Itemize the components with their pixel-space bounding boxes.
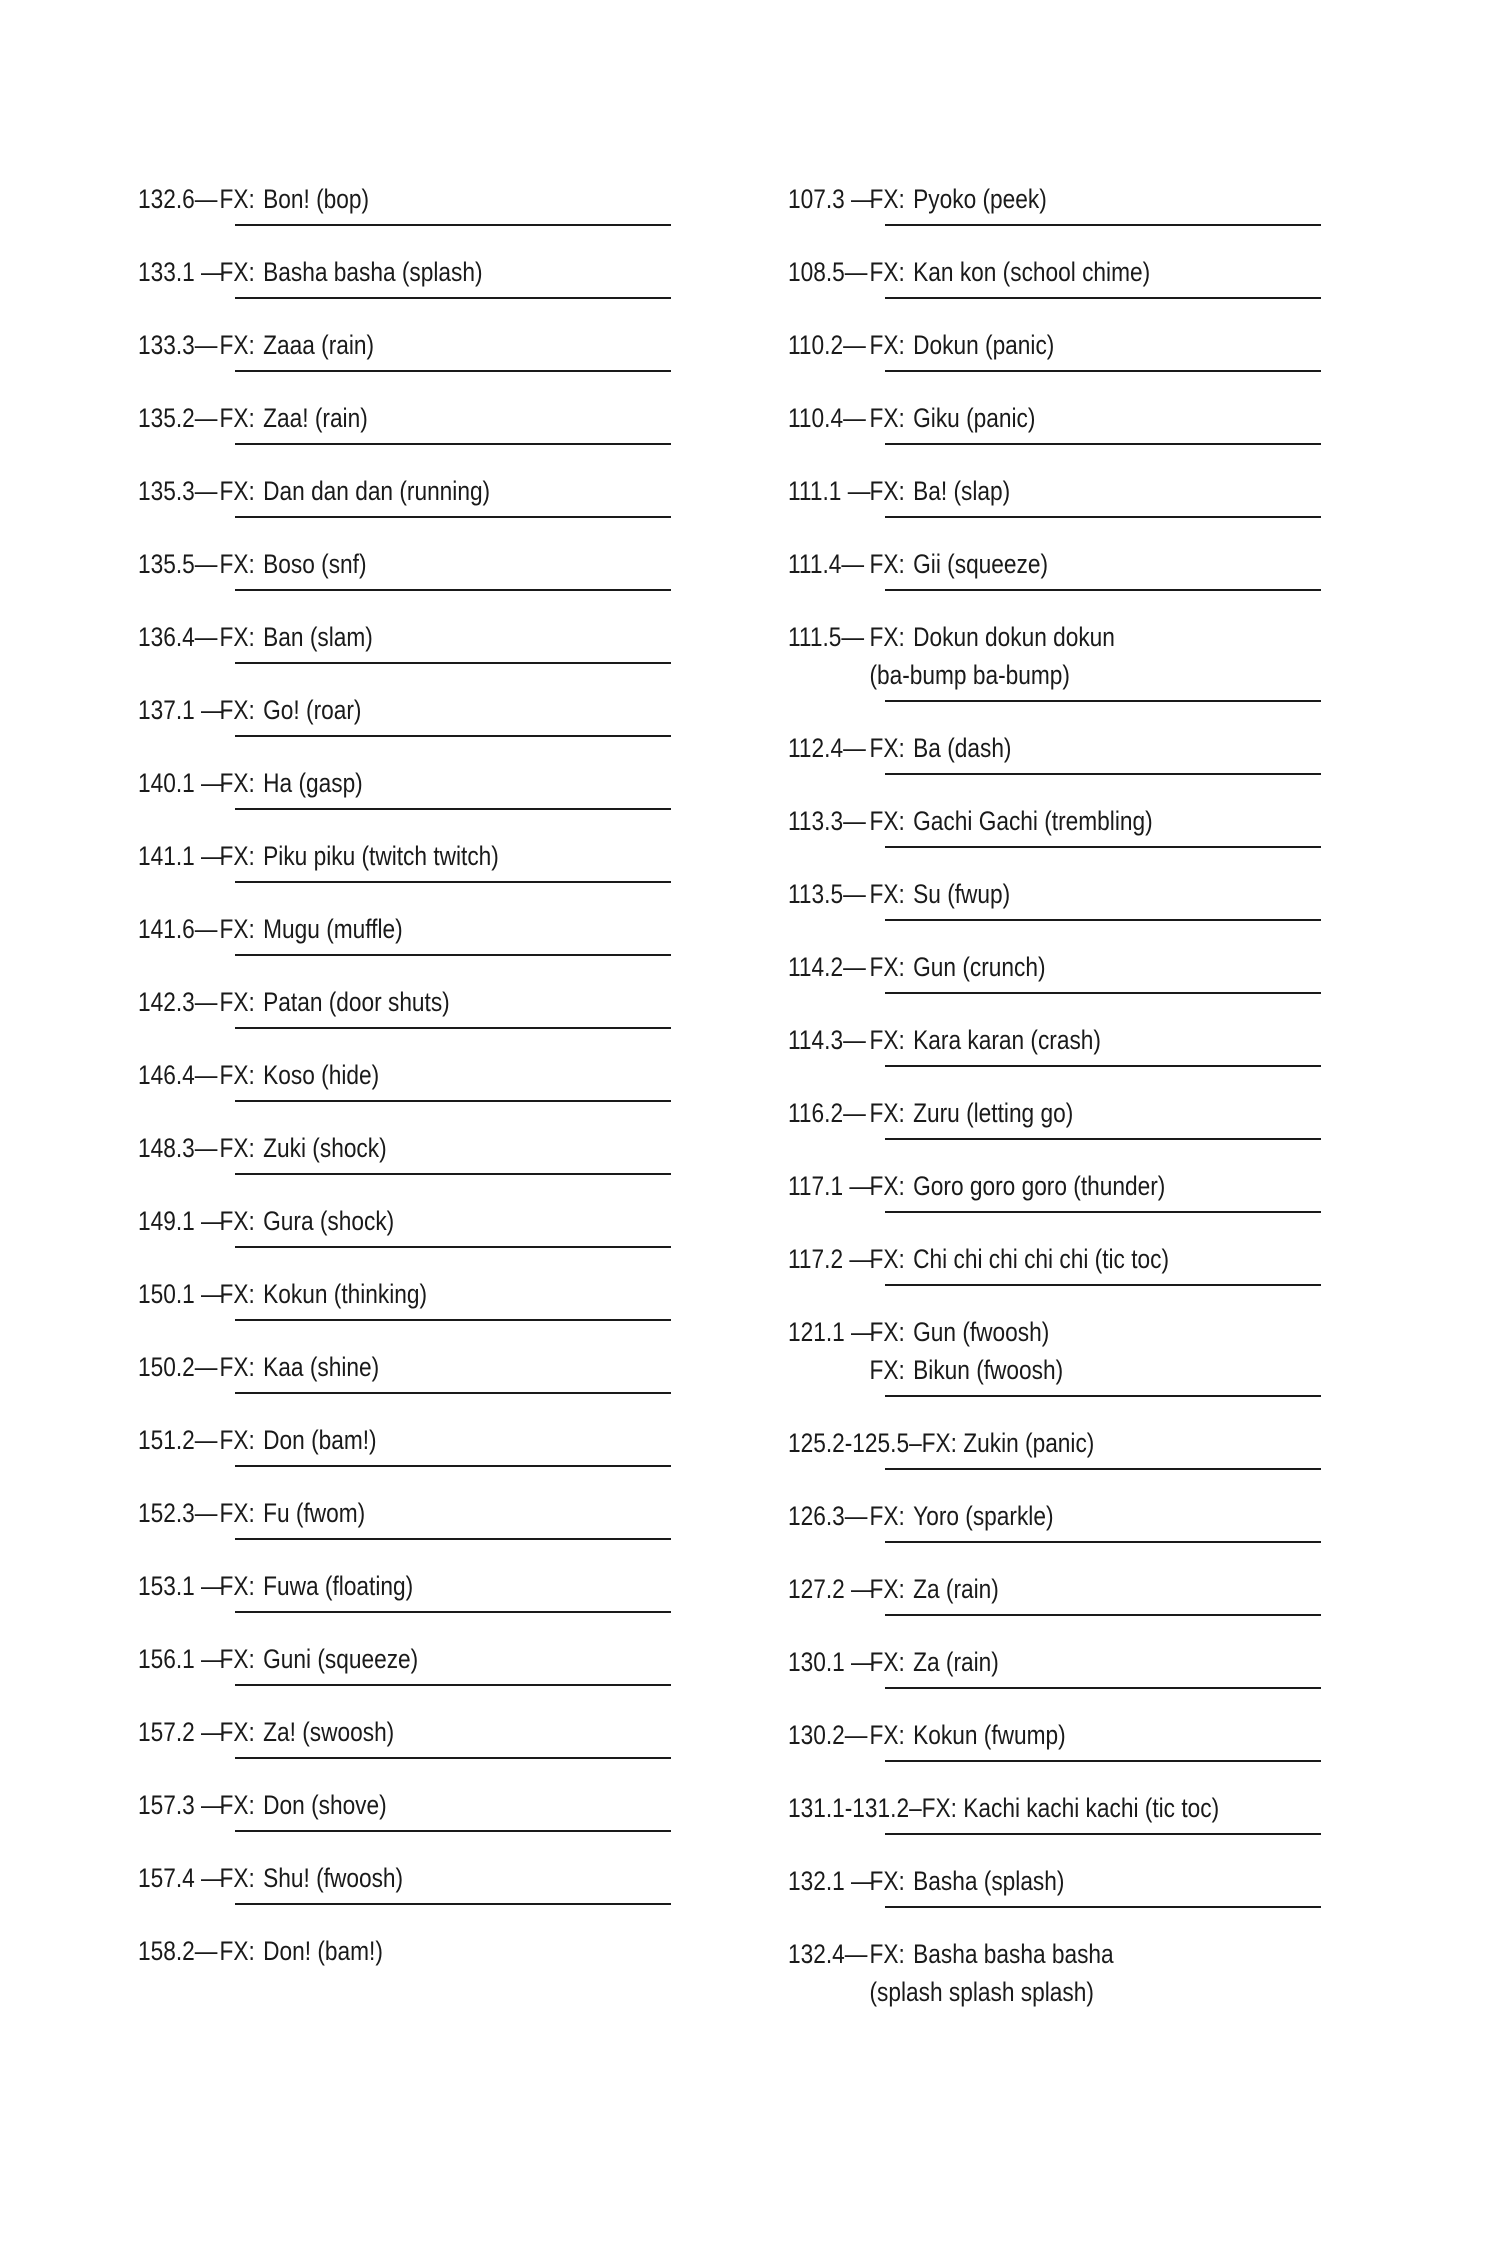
entry-text: Kokun (thinking)	[263, 1279, 428, 1309]
entry-ref: 157.2 —	[138, 1717, 224, 1747]
entry-label: FX:	[219, 1498, 255, 1528]
entry-text: Gun (crunch)	[913, 952, 1046, 982]
entry-text: Zaaa (rain)	[263, 330, 375, 360]
entry-underline	[235, 1903, 671, 1905]
entry-text: Boso (snf)	[263, 549, 367, 579]
entry-ref: 113.5—	[788, 879, 866, 909]
entry-underline	[235, 1246, 671, 1248]
entry-text: Gura (shock)	[263, 1206, 395, 1236]
entry-text: Dokun (panic)	[913, 330, 1055, 360]
glossary-entry	[788, 729, 1348, 802]
entry-underline	[235, 1173, 671, 1175]
glossary-entry	[138, 1786, 698, 1859]
entry-ref: 114.2—	[788, 952, 866, 982]
entry-ref: 149.1 —	[138, 1206, 224, 1236]
entry-text: Shu! (fwoosh)	[263, 1863, 404, 1893]
entry-text: Guni (squeeze)	[263, 1644, 419, 1674]
entry-text-continued: (ba-bump ba-bump)	[869, 660, 1070, 690]
entry-underline	[235, 1611, 671, 1613]
entry-text: Chi chi chi chi chi (tic toc)	[913, 1244, 1170, 1274]
entry-label: FX:	[869, 1866, 905, 1896]
entry-underline	[885, 516, 1321, 518]
entry-label: FX:	[869, 476, 905, 506]
entry-label: FX:	[219, 841, 255, 871]
glossary-entry	[138, 1202, 698, 1275]
entry-label: FX:	[219, 1571, 255, 1601]
entry-text: Ba! (slap)	[913, 476, 1011, 506]
glossary-entry	[138, 764, 698, 837]
right-column	[788, 180, 1348, 2046]
entry-underline	[885, 297, 1321, 299]
entry-label: FX:	[219, 1863, 255, 1893]
glossary-entry	[138, 1859, 698, 1932]
glossary-entry	[138, 1640, 698, 1713]
entry-underline	[885, 846, 1321, 848]
entry-ref: 132.4—	[788, 1939, 868, 1969]
glossary-entry	[788, 802, 1348, 875]
entry-ref: 117.1 —	[788, 1171, 873, 1201]
entry-label: FX:	[869, 1647, 905, 1677]
entry-label: FX:	[219, 257, 255, 287]
entry-label: FX:	[219, 184, 255, 214]
entry-label: FX:	[869, 1098, 905, 1128]
entry-ref: 148.3—	[138, 1133, 218, 1163]
glossary-entry	[788, 253, 1348, 326]
glossary-entry	[138, 1275, 698, 1348]
entry-ref: 126.3—	[788, 1501, 868, 1531]
entry-label: FX:	[869, 1939, 905, 1969]
entry-ref: 157.4 —	[138, 1863, 224, 1893]
entry-text: Goro goro goro (thunder)	[913, 1171, 1166, 1201]
entry-underline	[885, 1138, 1321, 1140]
entry-text: Fuwa (floating)	[263, 1571, 414, 1601]
glossary-entry	[138, 399, 698, 472]
glossary-entry	[788, 1094, 1348, 1167]
glossary-entry	[788, 1716, 1348, 1789]
entry-underline	[235, 1830, 671, 1832]
entry-text: Ban (slam)	[263, 622, 373, 652]
entry-label: FX:	[219, 695, 255, 725]
glossary-entry	[138, 837, 698, 910]
glossary-entry	[138, 1932, 698, 2005]
entry-text: Don (shove)	[263, 1790, 387, 1820]
entry-underline	[885, 224, 1321, 226]
entry-ref: 135.2—	[138, 403, 218, 433]
entry-ref: 135.3—	[138, 476, 218, 506]
entry-text: Dokun dokun dokun	[913, 622, 1115, 652]
entry-text: Zaa! (rain)	[263, 403, 368, 433]
entry-ref: 132.1 —	[788, 1866, 874, 1896]
entry-underline	[235, 1757, 671, 1759]
entry-ref: 130.2—	[788, 1720, 868, 1750]
entry-underline	[235, 224, 671, 226]
entry-text: Go! (roar)	[263, 695, 362, 725]
entry-ref: 127.2 —	[788, 1574, 874, 1604]
glossary-entry	[138, 1567, 698, 1640]
entry-ref: 137.1 —	[138, 695, 224, 725]
entry-ref: 150.1 —	[138, 1279, 224, 1309]
glossary-entry	[788, 1570, 1348, 1643]
glossary-entry	[138, 691, 698, 764]
glossary-entry	[138, 983, 698, 1056]
entry-ref: 142.3—	[138, 987, 218, 1017]
glossary-entry	[788, 1240, 1348, 1313]
entry-underline	[235, 516, 671, 518]
entry-underline	[885, 1468, 1321, 1470]
glossary-entry	[138, 910, 698, 983]
entry-text: Patan (door shuts)	[263, 987, 450, 1017]
entry-text: Kokun (fwump)	[913, 1720, 1066, 1750]
entry-underline	[885, 1211, 1321, 1213]
entry-label: FX:	[219, 1425, 255, 1455]
entry-underline	[885, 589, 1321, 591]
entry-ref: 110.4—	[788, 403, 866, 433]
glossary-entry	[788, 1497, 1348, 1570]
entry-label: FX:	[869, 806, 905, 836]
entry-underline	[235, 954, 671, 956]
entry-underline	[235, 662, 671, 664]
entry-underline	[885, 700, 1321, 702]
entry-label: FX:	[219, 1936, 255, 1966]
entry-ref: 146.4—	[138, 1060, 218, 1090]
entry-ref: 110.2—	[788, 330, 866, 360]
entry-label: FX:	[869, 330, 905, 360]
entry-underline	[235, 1538, 671, 1540]
entry-label: FX:	[219, 1206, 255, 1236]
entry-underline	[885, 1760, 1321, 1762]
entry-underline	[885, 443, 1321, 445]
entry-label: FX:	[219, 549, 255, 579]
entry-text-continued: Bikun (fwoosh)	[913, 1355, 1064, 1385]
entry-ref: 132.6—	[138, 184, 218, 214]
entry-ref: 107.3 —	[788, 184, 874, 214]
entry-label: FX:	[869, 879, 905, 909]
glossary-entry	[138, 618, 698, 691]
entry-label: FX:	[869, 1501, 905, 1531]
entry-underline	[885, 1687, 1321, 1689]
entry-text: Kan kon (school chime)	[913, 257, 1151, 287]
entry-text: Gii (squeeze)	[913, 549, 1049, 579]
entry-underline	[235, 1319, 671, 1321]
glossary-entry	[138, 253, 698, 326]
glossary-entry	[788, 180, 1348, 253]
entry-underline	[885, 1906, 1321, 1908]
entry-text: Dan dan dan (running)	[263, 476, 491, 506]
entry-text: Don! (bam!)	[263, 1936, 383, 1966]
entry-ref: 130.1 —	[788, 1647, 874, 1677]
glossary-entry	[138, 326, 698, 399]
entry-label: FX:	[869, 1244, 905, 1274]
glossary-entry	[138, 472, 698, 545]
glossary-entry	[788, 875, 1348, 948]
entry-underline	[885, 1833, 1321, 1835]
entry-underline	[235, 1684, 671, 1686]
entry-underline	[235, 297, 671, 299]
entry-underline	[885, 1284, 1321, 1286]
entry-label: FX:	[869, 1317, 905, 1347]
entry-label: FX:	[869, 1355, 905, 1385]
entry-underline	[235, 1465, 671, 1467]
entry-underline	[885, 1065, 1321, 1067]
entry-text: Giku (panic)	[913, 403, 1036, 433]
glossary-entry	[788, 948, 1348, 1021]
entry-underline	[235, 589, 671, 591]
glossary-entry	[788, 1935, 1348, 2046]
entry-text: Basha basha (splash)	[263, 257, 483, 287]
entry-text: Koso (hide)	[263, 1060, 380, 1090]
entry-ref: 133.3—	[138, 330, 218, 360]
entry-ref: 153.1 —	[138, 1571, 224, 1601]
entry-text: Za (rain)	[913, 1647, 999, 1677]
entry-text: Kaa (shine)	[263, 1352, 380, 1382]
entry-text: Basha (splash)	[913, 1866, 1065, 1896]
glossary-entry	[138, 545, 698, 618]
glossary-entry	[788, 1021, 1348, 1094]
glossary-entry	[788, 1424, 1348, 1497]
left-column	[138, 180, 698, 2005]
entry-underline	[885, 1614, 1321, 1616]
glossary-entry	[138, 1421, 698, 1494]
glossary-entry	[788, 1789, 1348, 1862]
entry-text: Gachi Gachi (trembling)	[913, 806, 1153, 836]
entry-ref: 111.1 —	[788, 476, 871, 506]
entry-label: FX:	[219, 622, 255, 652]
entry-ref: 151.2—	[138, 1425, 218, 1455]
entry-combined: 131.1-131.2–FX: Kachi kachi kachi (tic toc)	[788, 1793, 1220, 1823]
entry-ref: 111.4—	[788, 549, 865, 579]
entry-text: Zuki (shock)	[263, 1133, 387, 1163]
entry-label: FX:	[869, 549, 905, 579]
entry-text: Ba (dash)	[913, 733, 1012, 763]
entry-ref: 135.5—	[138, 549, 218, 579]
entry-ref: 150.2—	[138, 1352, 218, 1382]
entry-ref: 158.2—	[138, 1936, 218, 1966]
entry-label: FX:	[219, 914, 255, 944]
entry-text: Piku piku (twitch twitch)	[263, 841, 499, 871]
entry-underline	[885, 773, 1321, 775]
entry-label: FX:	[219, 987, 255, 1017]
glossary-entry	[788, 1167, 1348, 1240]
entry-label: FX:	[219, 1644, 255, 1674]
entry-text: Fu (fwom)	[263, 1498, 366, 1528]
entry-underline	[885, 370, 1321, 372]
entry-ref: 156.1 —	[138, 1644, 224, 1674]
entry-text: Kara karan (crash)	[913, 1025, 1101, 1055]
entry-label: FX:	[869, 1574, 905, 1604]
glossary-entry	[788, 545, 1348, 618]
entry-label: FX:	[869, 184, 905, 214]
entry-label: FX:	[869, 622, 905, 652]
entry-text-continued: (splash splash splash)	[869, 1977, 1094, 2007]
entry-ref: 136.4—	[138, 622, 218, 652]
entry-ref: 133.1 —	[138, 257, 224, 287]
glossary-entry	[788, 1862, 1348, 1935]
entry-underline	[885, 919, 1321, 921]
glossary-entry	[788, 618, 1348, 729]
entry-ref: 113.3—	[788, 806, 866, 836]
entry-label: FX:	[219, 1133, 255, 1163]
entry-underline	[235, 735, 671, 737]
entry-ref: 152.3—	[138, 1498, 218, 1528]
entry-text: Ha (gasp)	[263, 768, 363, 798]
entry-ref: 112.4—	[788, 733, 866, 763]
entry-label: FX:	[219, 1790, 255, 1820]
entry-ref: 121.1 —	[788, 1317, 874, 1347]
entry-text: Yoro (sparkle)	[913, 1501, 1054, 1531]
entry-text: Gun (fwoosh)	[913, 1317, 1050, 1347]
entry-label: FX:	[219, 1717, 255, 1747]
entry-underline	[235, 881, 671, 883]
glossary-entry	[788, 1643, 1348, 1716]
entry-text: Don (bam!)	[263, 1425, 377, 1455]
entry-underline	[235, 370, 671, 372]
entry-label: FX:	[219, 1060, 255, 1090]
entry-underline	[885, 1541, 1321, 1543]
entry-label: FX:	[869, 1025, 905, 1055]
entry-label: FX:	[219, 768, 255, 798]
glossary-entry	[138, 1348, 698, 1421]
glossary-entry	[788, 472, 1348, 545]
glossary-entry	[788, 326, 1348, 399]
entry-label: FX:	[219, 1352, 255, 1382]
entry-label: FX:	[869, 403, 905, 433]
entry-text: Basha basha basha	[913, 1939, 1114, 1969]
entry-ref: 116.2—	[788, 1098, 866, 1128]
entry-label: FX:	[869, 1720, 905, 1750]
glossary-entry	[788, 1313, 1348, 1424]
glossary-entry	[138, 1494, 698, 1567]
entry-underline	[885, 992, 1321, 994]
entry-underline	[235, 1027, 671, 1029]
entry-underline	[885, 1395, 1321, 1397]
entry-underline	[235, 1392, 671, 1394]
entry-ref: 141.1 —	[138, 841, 224, 871]
entry-text: Za! (swoosh)	[263, 1717, 395, 1747]
entry-text: Mugu (muffle)	[263, 914, 403, 944]
entry-label: FX:	[219, 403, 255, 433]
entry-label: FX:	[219, 476, 255, 506]
entry-ref: 108.5—	[788, 257, 868, 287]
entry-ref: 114.3—	[788, 1025, 866, 1055]
entry-text: Pyoko (peek)	[913, 184, 1047, 214]
entry-label: FX:	[869, 1171, 905, 1201]
glossary-entry	[138, 1713, 698, 1786]
glossary-entry	[788, 399, 1348, 472]
entry-ref: 141.6—	[138, 914, 218, 944]
entry-label: FX:	[219, 330, 255, 360]
glossary-entry	[138, 1056, 698, 1129]
entry-label: FX:	[869, 257, 905, 287]
entry-label: FX:	[869, 952, 905, 982]
entry-underline	[235, 808, 671, 810]
entry-text: Su (fwup)	[913, 879, 1011, 909]
glossary-entry	[138, 180, 698, 253]
entry-ref: 157.3 —	[138, 1790, 224, 1820]
entry-ref: 111.5—	[788, 622, 865, 652]
entry-ref: 117.2 —	[788, 1244, 873, 1274]
entry-label: FX:	[869, 733, 905, 763]
entry-underline	[235, 1100, 671, 1102]
entry-underline	[235, 443, 671, 445]
entry-text: Zuru (letting go)	[913, 1098, 1074, 1128]
entry-text: Bon! (bop)	[263, 184, 370, 214]
glossary-entry	[138, 1129, 698, 1202]
entry-label: FX:	[219, 1279, 255, 1309]
entry-ref: 140.1 —	[138, 768, 224, 798]
entry-text: Za (rain)	[913, 1574, 999, 1604]
entry-combined: 125.2-125.5–FX: Zukin (panic)	[788, 1428, 1095, 1458]
